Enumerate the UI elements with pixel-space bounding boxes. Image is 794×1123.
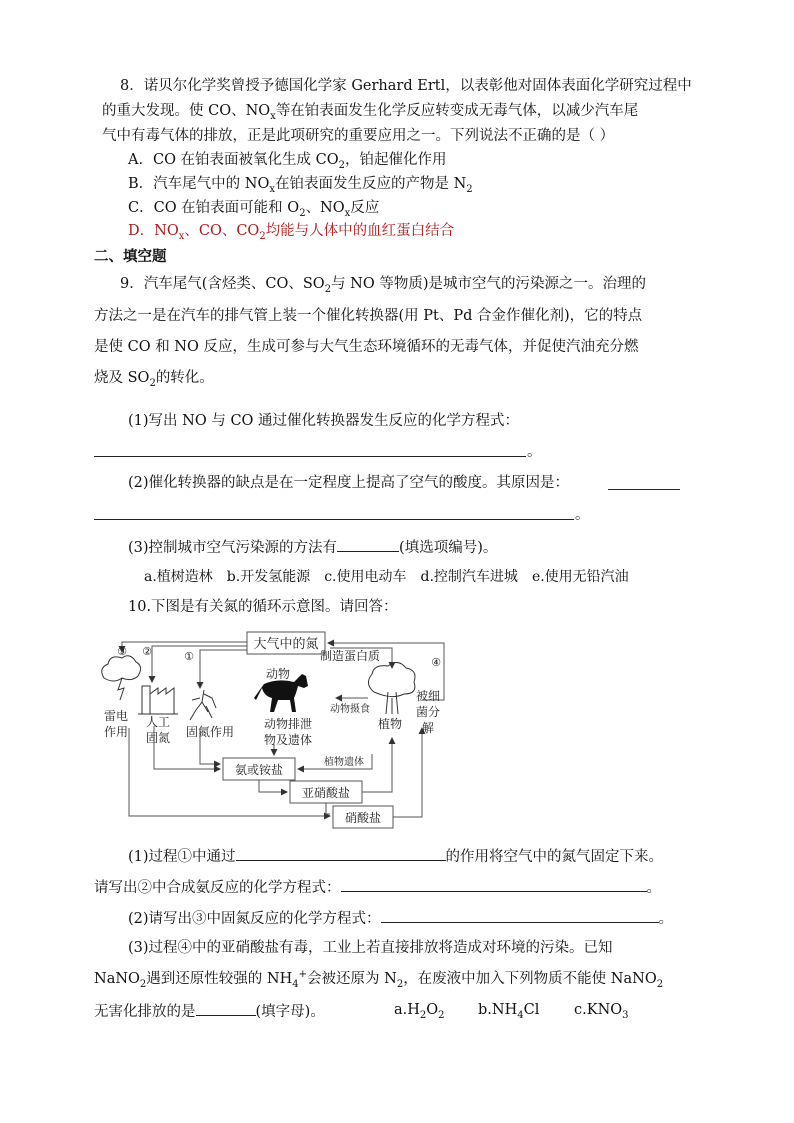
- arrow-ammonia-nitrite: [259, 780, 287, 792]
- lightning-label-1: 雷电: [103, 709, 129, 723]
- q9-answer-line-1[interactable]: [94, 456, 526, 457]
- animal-excretion-label-1: 动物排泄: [263, 717, 313, 731]
- q9-answer-line-2b[interactable]: [94, 519, 574, 520]
- q10-intro: 10.下图是有关氮的循环示意图。请回答：: [128, 599, 398, 615]
- q9-para-3: 是使 CO 和 NO 反应，生成可参与大气生态环境循环的无毒气体，并促使汽油充分燃: [94, 339, 639, 355]
- nitrogen-cycle-diagram: [92, 628, 462, 834]
- animal-label: 动物: [265, 667, 291, 681]
- q9-option: e.使用无铅汽油: [531, 569, 629, 585]
- arrow-nitrite-nitrate: [326, 803, 330, 814]
- q10-choice-c: $c.KNO_3$: [574, 1002, 629, 1021]
- q8-option-b: B．汽车尾气中的 $NO_x$在铂表面发生反应的产物是 $N_2$: [128, 176, 473, 195]
- q8-option-a: A．CO 在铂表面被氧化生成 $CO_2$，铂起催化作用: [128, 152, 447, 171]
- q10-sub-2: (2)请写出③中固氮反应的化学方程式： 。: [128, 907, 673, 929]
- protein-label: 制造蛋白质: [319, 649, 381, 663]
- q8-option-d: D．$NO_x$、CO、$CO_2$均能与人体中的血红蛋白结合: [128, 223, 455, 242]
- q9-blank-3[interactable]: [337, 536, 399, 552]
- q10-sub-1b: 请写出②中合成氨反应的化学方程式： 。: [94, 876, 661, 898]
- bacteria-label-1: 被细: [415, 689, 441, 703]
- bacteria-label-2: 菌分: [415, 705, 441, 719]
- circle-1: ①: [184, 650, 194, 663]
- q9-para-1: 9．汽车尾气(含烃类、CO、$SO_2$与 NO 等物质)是城市空气的污染源之一。治理的: [120, 276, 647, 295]
- q10-choice-b: $b.NH_4Cl$: [478, 1002, 540, 1021]
- ammonia-label: 氨或铵盐: [234, 763, 284, 777]
- q9-option: d.控制汽车进城: [420, 569, 518, 585]
- atmosphere-label: 大气中的氮: [253, 637, 319, 652]
- artificial-label-2: 固氮: [145, 731, 171, 745]
- q10-blank-1[interactable]: [236, 845, 446, 861]
- q9-sub-3: (3)控制城市空气污染源的方法有 (填选项编号)。: [128, 536, 497, 558]
- q10-blank-2[interactable]: [381, 907, 659, 923]
- circle-4: ④: [431, 656, 441, 669]
- arrow-nitrite-plant: [362, 738, 392, 792]
- q9-options: [144, 567, 629, 587]
- animal-excretion-label-2: 物及遗体: [263, 733, 313, 747]
- q8-line-1: 8．诺贝尔化学奖曾授予德国化学家 Gerhard Ertl，以表彰他对固体表面化学研究过程中: [120, 78, 692, 94]
- q8-line-3: 气中有毒气体的排放，正是此项研究的重要应用之一。下列说法不正确的是（ ）: [102, 128, 615, 144]
- q9-sub-2: (2)催化转换器的缺点是在一定程度上提高了空气的酸度。其原因是：: [128, 475, 570, 491]
- q10-blank-3[interactable]: [196, 1000, 256, 1016]
- artificial-label-1: 人工: [145, 715, 171, 729]
- q10-sub-3-line-2: NaNO$_2$遇到还原性较强的 $NH_4^+$会被还原为 $N_2$，在废液中加入下列物质不能使 NaNO$_2$: [94, 969, 664, 990]
- tree-icon: [368, 662, 415, 714]
- q8-line-2: 的重大发现。使 CO、$NO_x$等在铂表面发生化学反应转变成无毒气体，以减少汽车尾: [102, 103, 639, 122]
- fixation-label: 固氮作用: [185, 725, 235, 739]
- q9-answer-line-2a[interactable]: [608, 489, 680, 490]
- plant-remains-label: 植物遗体: [324, 757, 364, 768]
- nitrite-label: 亚硝酸盐: [301, 786, 351, 800]
- nitrate-label: 硝酸盐: [344, 811, 382, 825]
- q10-choice-a: $a.H_2O_2$: [394, 1002, 445, 1021]
- q9-option: b.开发氢能源: [226, 569, 311, 585]
- q9-option: c.使用电动车: [324, 569, 407, 585]
- circle-2: ②: [142, 645, 152, 658]
- roots-icon: [190, 690, 216, 720]
- q9-option: a.植树造林: [144, 569, 213, 585]
- q10-sub-3-line-1: (3)过程④中的亚硝酸盐有毒，工业上若直接排放将造成对环境的污染。已知: [128, 940, 613, 956]
- q9-para-2: 方法之一是在汽车的排气管上装一个催化转换器(用 Pt、Pd 合金作催化剂)，它的特点: [94, 308, 643, 324]
- plant-label: 植物: [377, 717, 403, 731]
- q9-period-2: 。: [575, 507, 590, 523]
- lightning-label-2: 作用: [103, 725, 129, 739]
- cloud-icon: [102, 656, 141, 700]
- circle-3: ③: [117, 645, 127, 658]
- animal-feeding-label: 动物摄食: [330, 704, 370, 715]
- q10-sub-1: (1)过程①中通过 的作用将空气中的氮气固定下来。: [128, 845, 663, 867]
- q9-period-1: 。: [527, 444, 542, 460]
- q9-para-4: 烧及 $SO_2$的转化。: [94, 370, 214, 389]
- q10-blank-1b[interactable]: [341, 876, 647, 892]
- arrow-nitrate-bacteria: [393, 728, 422, 817]
- q8-option-c: C．CO 在铂表面可能和 $O_2$、$NO_x$反应: [128, 200, 380, 219]
- q10-sub-3-line-3: 无害化排放的是 (填字母)。: [94, 1000, 325, 1022]
- section-title: 二、填空题: [94, 248, 167, 265]
- bacteria-label-3: 解: [421, 721, 435, 735]
- q9-sub-1: (1)写出 NO 与 CO 通过催化转换器发生反应的化学方程式：: [128, 413, 520, 429]
- arrow-1: [200, 650, 247, 688]
- factory-icon: [138, 686, 178, 714]
